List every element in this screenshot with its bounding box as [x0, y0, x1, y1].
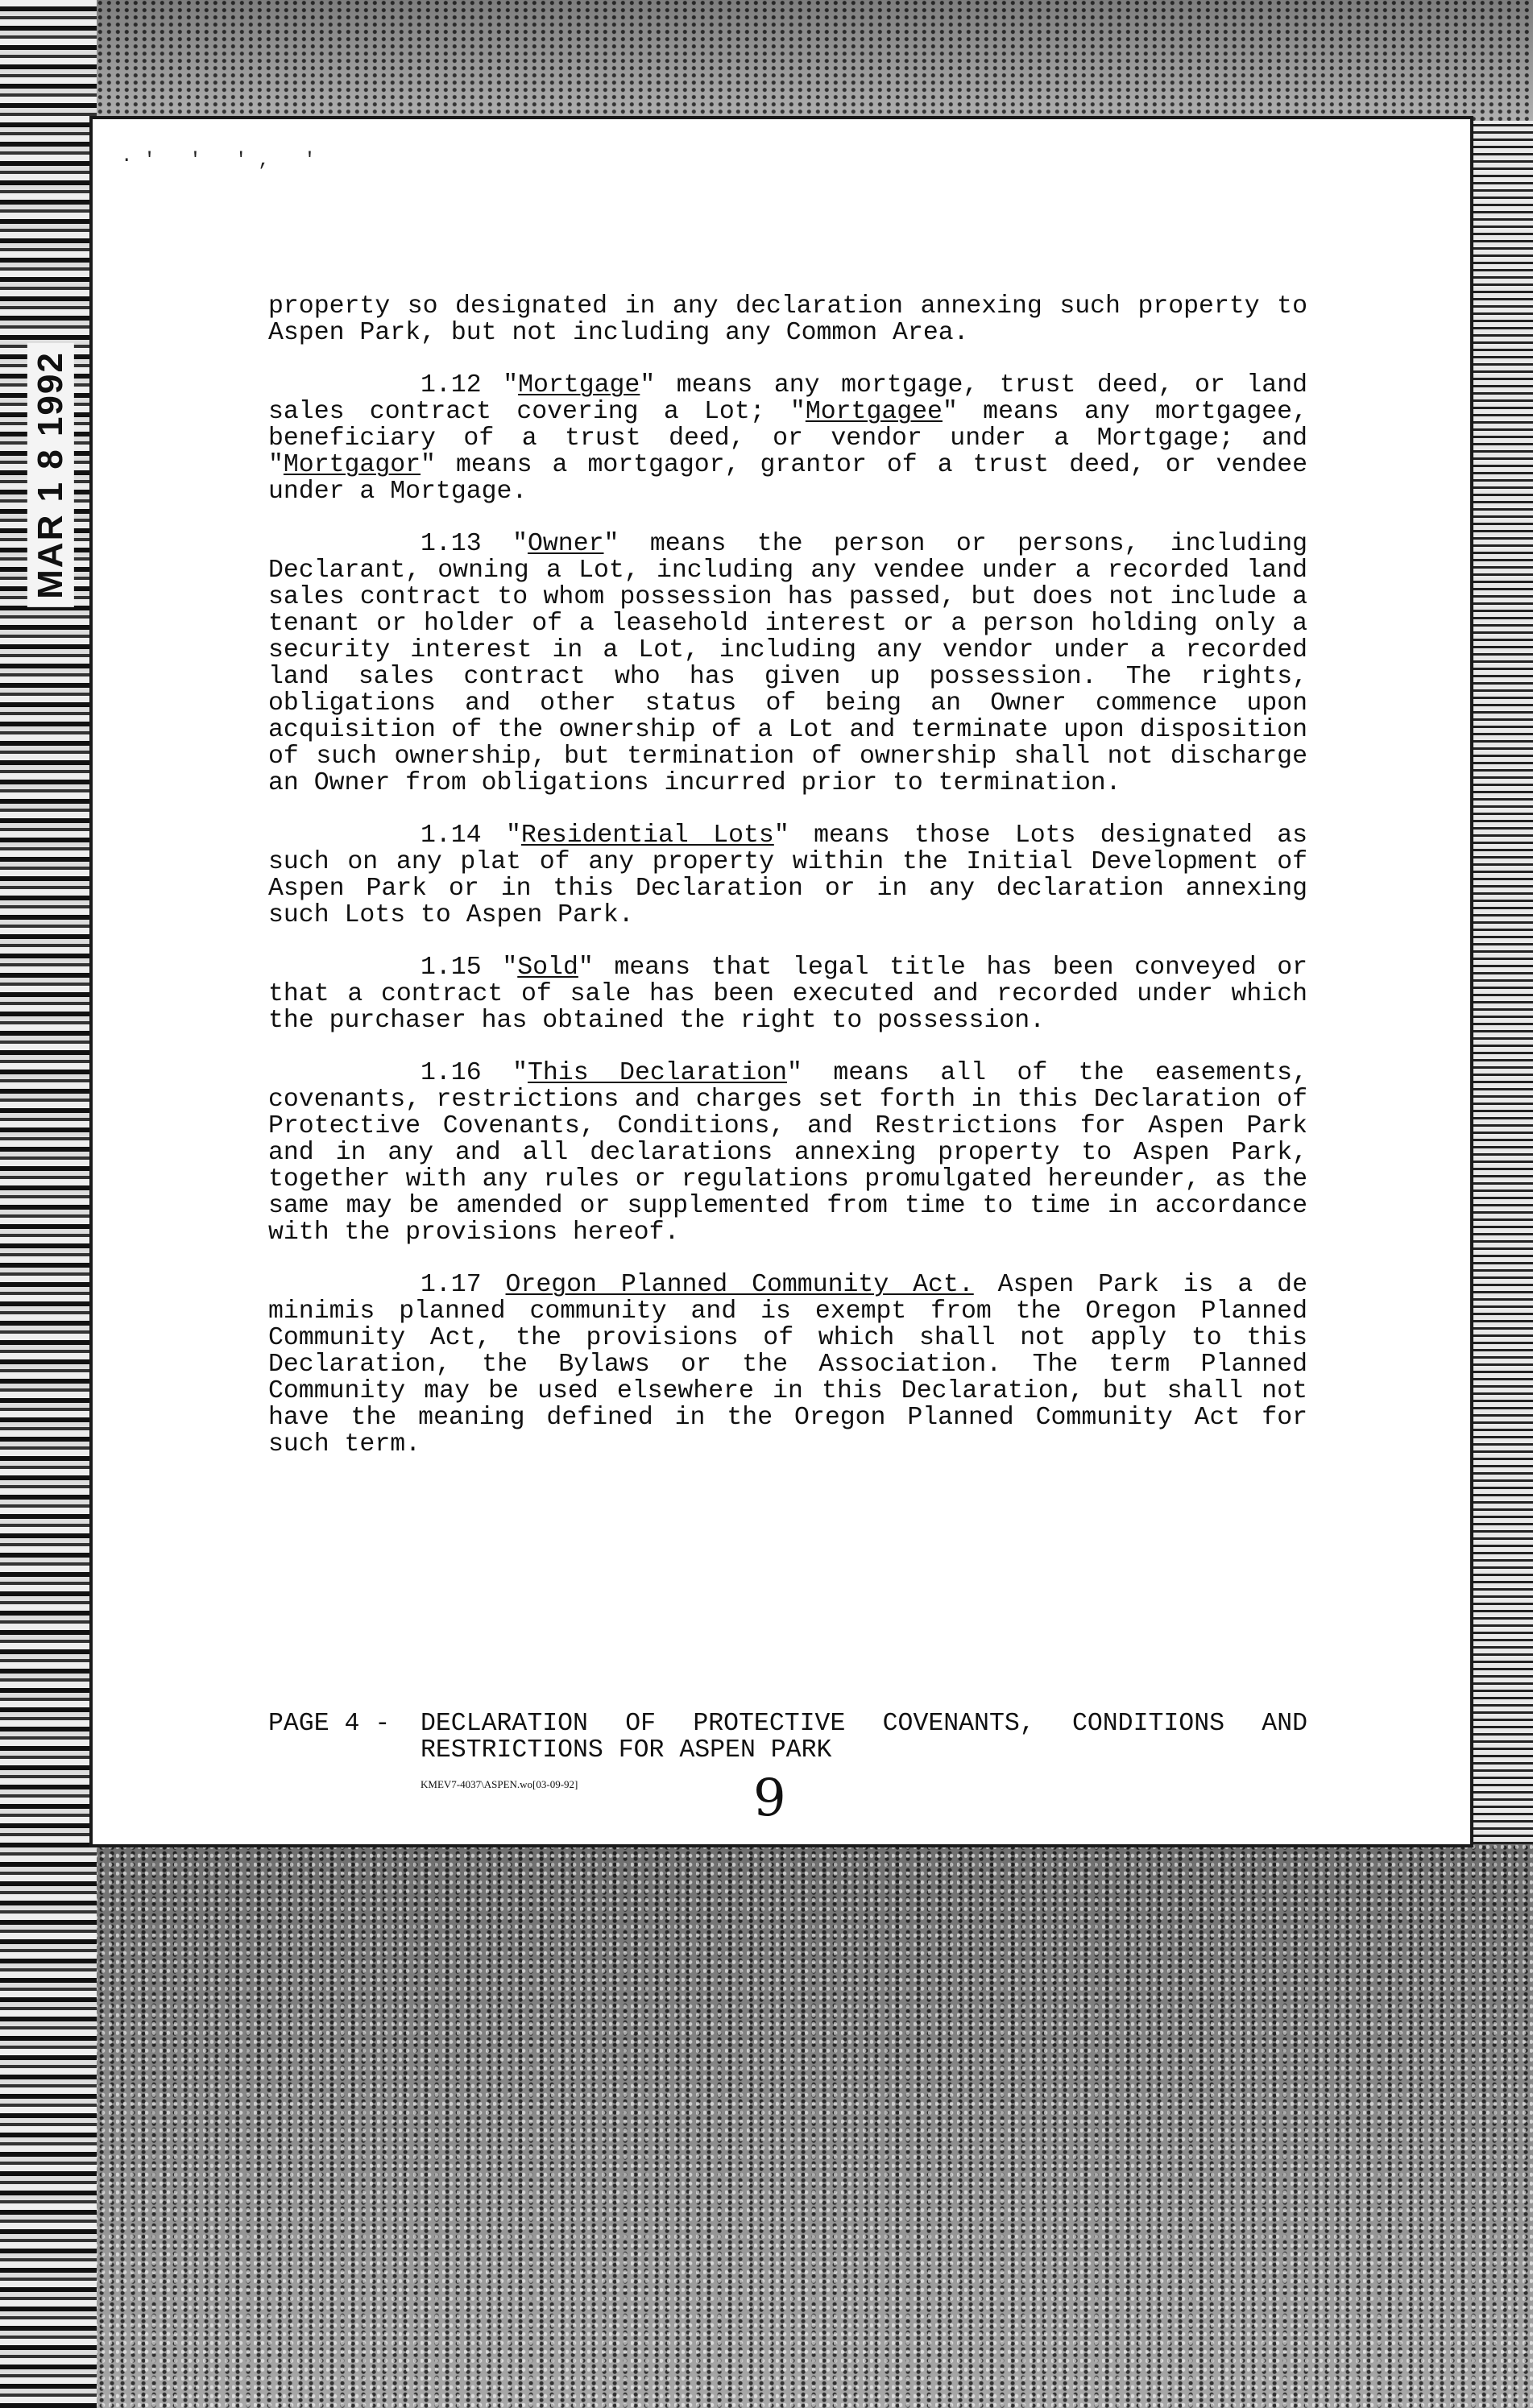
footer-page-number: PAGE 4 -: [268, 1710, 391, 1738]
definition-paragraph: [268, 822, 1307, 929]
page-footer: [268, 1711, 1307, 1764]
definition-text: " means the person or persons, including Declarant, owning a Lot, including any vendee under a recorded land sales contract to whom possession has passed, but does not include a tenant or holder of a leasehold interest or a person holding only a security interest in a Lot, including any vendor under a recorded land sales contract who has given up possession. The rights, obligations and other status of being an Owner commence upon acquisition of the ownership of a Lot and terminate upon disposition of such ownership, but termination of ownership shall not discharge an Owner from obligations incurred prior to termination.: [268, 530, 1307, 797]
definition-text: " means a mortgagor, grantor of a trust deed, or vendee under a Mortgage.: [268, 451, 1307, 506]
defined-term: Oregon Planned Community Act.: [505, 1271, 974, 1299]
defined-term: Mortgagee: [805, 398, 943, 426]
defined-term: This Declaration: [527, 1059, 787, 1087]
definition-paragraph: [268, 372, 1307, 505]
scan-noise-bottom: [0, 1844, 1533, 2408]
definition-paragraph: [268, 1272, 1307, 1458]
defined-term: Mortgage: [518, 371, 640, 399]
section-number: 1.14: [421, 821, 506, 850]
paragraph-text: property so designated in any declaration annexing such property to Aspen Park, but not including any Common Area.: [268, 292, 1307, 347]
definition-text: ": [503, 371, 519, 399]
date-stamp-text: MAR 1 8 1992: [27, 343, 74, 607]
definition-paragraph: [268, 1060, 1307, 1246]
definition-text: Aspen Park is a de minimis planned community and is exempt from the Oregon Planned Community Act, the provisions of which shall not apply to this Declaration, the Bylaws or the Association. The term Planned Community may be used elsewhere in this Declaration, but shall not have the meaning defined in the Oregon Planned Community Act for such term.: [268, 1271, 1307, 1458]
defined-term: Sold: [517, 954, 578, 982]
definition-paragraph: [268, 954, 1307, 1034]
defined-term: Mortgagor: [283, 451, 421, 479]
definition-text: ": [512, 530, 528, 558]
defined-term: Owner: [527, 530, 604, 558]
definition-text: " means any mortgage, trust deed, or land sales contract covering a Lot; ": [268, 371, 1308, 426]
section-number: 1.12: [421, 371, 503, 399]
footer-title-line1: DECLARATION OF PROTECTIVE COVENANTS, CONDITIONS AND: [421, 1710, 1307, 1738]
document-body: [268, 293, 1307, 1483]
definition-text: ": [512, 1059, 528, 1087]
footer-title-line2: RESTRICTIONS FOR ASPEN PARK: [421, 1736, 832, 1765]
paragraph-continuation: [268, 293, 1307, 346]
handwritten-page-number: 9: [753, 1769, 786, 1828]
definition-text: " means those Lots designated as such on any plat of any property within the Initial Development of Aspen Park or in this Declaration or in any declaration annexing such Lots to Aspen Park.: [268, 821, 1308, 929]
scan-noise-top: [0, 0, 1533, 121]
file-code: KMEV7-4037\ASPEN.wo[03-09-92]: [421, 1778, 578, 1790]
section-number: 1.15: [421, 954, 503, 982]
section-number: 1.13: [421, 530, 513, 558]
definition-text: " means that legal title has been conveyed or that a contract of sale has been executed and recorded under which the purchaser has obtained the right to possession.: [268, 954, 1307, 1035]
definition-text: ": [502, 954, 518, 982]
date-stamp: [6, 351, 95, 599]
definition-text: " means any mortgagee, beneficiary of a trust deed, or vendor under a Mortgage; and ": [268, 398, 1307, 479]
definition-text: " means all of the easements, covenants, restrictions and charges set forth in this Declaration of Protective Covenants, Conditions, and Restrictions for Aspen Park and in any and all declarations annexing property to Aspen Park, together with any rules or regulations promulgated hereunder, as the same may be amended or supplemented from time to time in accordance with the provisions hereof.: [268, 1059, 1307, 1247]
stray-marks: ·' ' ', ': [121, 150, 327, 172]
scan-edge-right: [1469, 121, 1533, 1844]
defined-term: Residential Lots: [520, 821, 774, 850]
definition-paragraph: [268, 531, 1307, 796]
section-number: 1.16: [421, 1059, 513, 1087]
definition-text: ": [505, 821, 521, 850]
section-number: 1.17: [421, 1271, 506, 1299]
